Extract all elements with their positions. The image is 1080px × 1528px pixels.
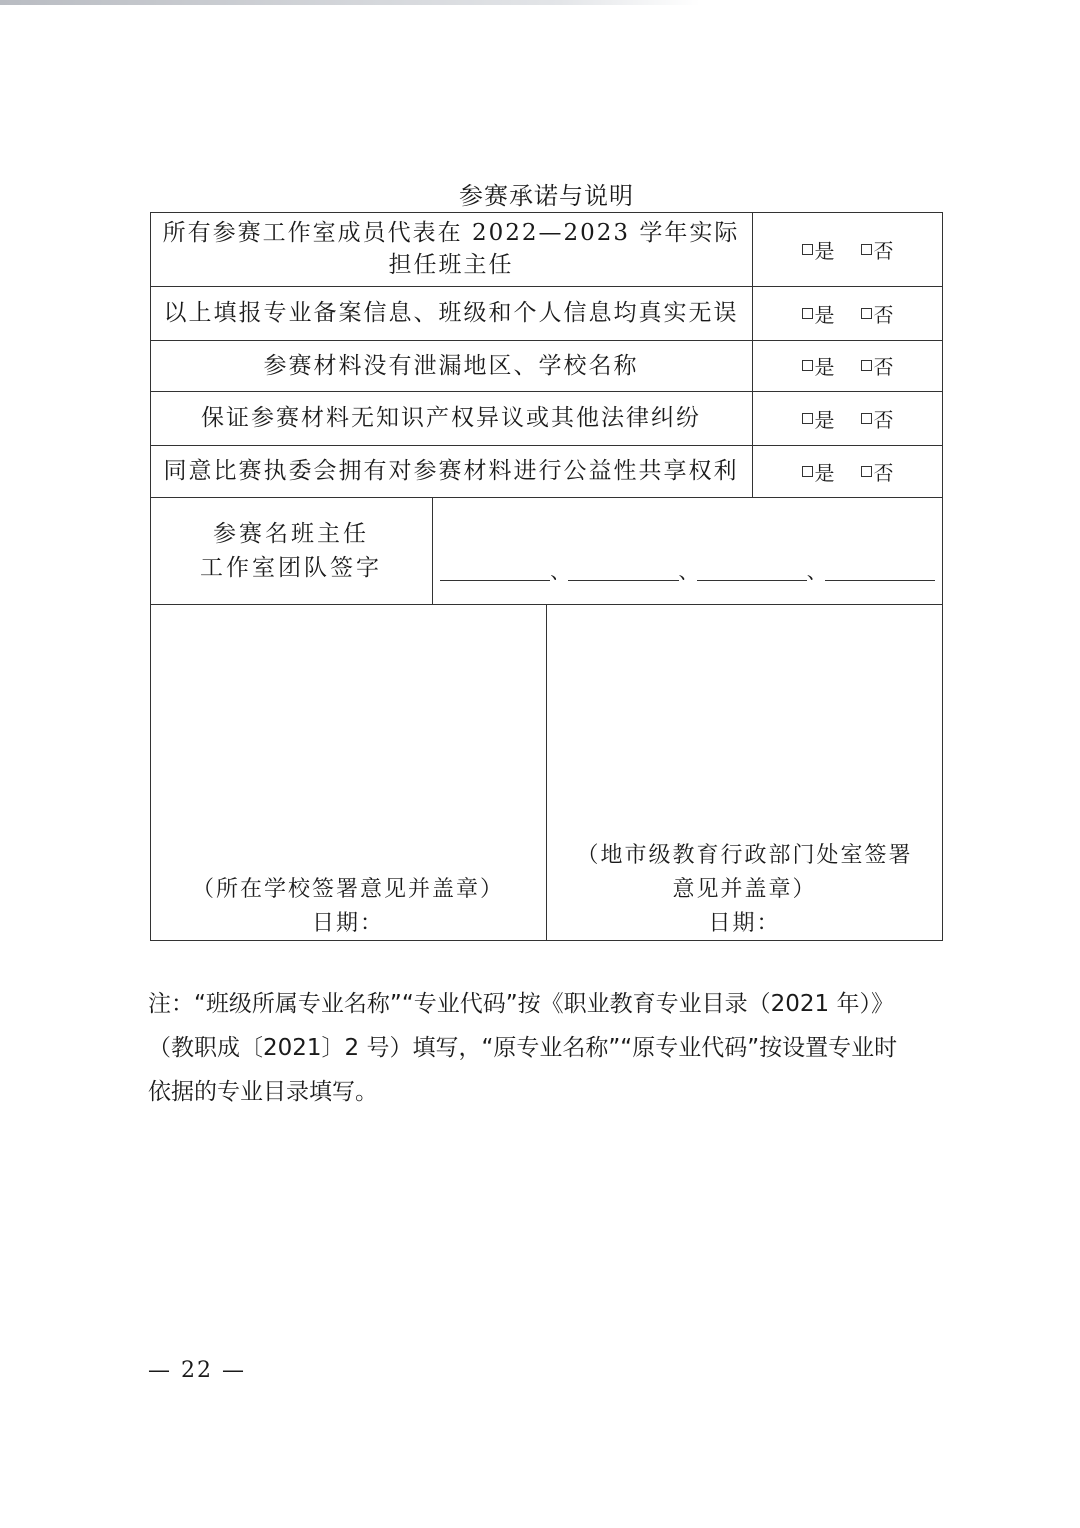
page-number: — 22 — bbox=[148, 1358, 246, 1383]
school-date-label: 日期： bbox=[311, 911, 384, 936]
statement-4: 保证参赛材料无知识产权异议或其他法律纠纷 bbox=[201, 405, 701, 431]
footnote-line2: （教职成〔2021〕2 号）填写，“原专业名称”“原专业代码”按设置专业时 bbox=[148, 1035, 898, 1061]
yes-checkbox[interactable]: 是 bbox=[802, 235, 835, 264]
checkbox-icon bbox=[861, 244, 872, 255]
yes-checkbox[interactable]: 是 bbox=[802, 404, 835, 433]
city-opinion-label-line1: （地市级教育行政部门处室签署 bbox=[576, 843, 913, 868]
yes-checkbox[interactable]: 是 bbox=[802, 457, 835, 486]
yes-checkbox[interactable]: 是 bbox=[802, 299, 835, 328]
no-checkbox[interactable]: 否 bbox=[861, 404, 894, 433]
statement-1-options bbox=[752, 212, 943, 286]
checkbox-icon bbox=[861, 466, 872, 477]
column-divider bbox=[432, 497, 433, 604]
yes-checkbox[interactable]: 是 bbox=[802, 351, 835, 380]
signature-separator: 、 bbox=[550, 559, 571, 583]
statement-3-options bbox=[752, 340, 943, 391]
signature-label-line1: 参赛名班主任 bbox=[213, 520, 369, 547]
checkbox-icon bbox=[802, 308, 813, 319]
no-checkbox[interactable]: 否 bbox=[861, 299, 894, 328]
city-date-label: 日期： bbox=[708, 911, 781, 936]
checkbox-icon bbox=[861, 360, 872, 371]
signature-field[interactable] bbox=[825, 558, 935, 581]
scan-edge bbox=[0, 0, 700, 5]
checkbox-icon bbox=[802, 244, 813, 255]
checkbox-icon bbox=[802, 466, 813, 477]
signature-field[interactable] bbox=[697, 558, 807, 581]
checkbox-icon bbox=[802, 360, 813, 371]
statement-5: 同意比赛执委会拥有对参赛材料进行公益性共享权利 bbox=[163, 458, 739, 484]
signature-label bbox=[150, 497, 432, 604]
statement-1 bbox=[150, 212, 752, 286]
checkbox-icon bbox=[802, 413, 813, 424]
signature-field[interactable] bbox=[568, 558, 678, 581]
city-opinion-label-line2: 意见并盖章） bbox=[672, 877, 817, 902]
signature-field[interactable] bbox=[440, 558, 550, 581]
statement-1-line2: 担任班主任 bbox=[388, 252, 514, 278]
footnote-line1: 注：“班级所属专业名称”“专业代码”按《职业教育专业目录（2021 年）》 bbox=[148, 991, 895, 1017]
statement-1-line1: 所有参赛工作室成员代表在 2022—2023 学年实际 bbox=[162, 220, 740, 246]
statement-2-options bbox=[752, 286, 943, 340]
no-checkbox[interactable]: 否 bbox=[861, 235, 894, 264]
statement-4-options bbox=[752, 391, 943, 445]
statement-2: 以上填报专业备案信息、班级和个人信息均真实无误 bbox=[163, 300, 739, 326]
checkbox-icon bbox=[861, 308, 872, 319]
no-checkbox[interactable]: 否 bbox=[861, 351, 894, 380]
statement-5-options bbox=[752, 445, 943, 497]
school-opinion-label: （所在学校签署意见并盖章） bbox=[191, 877, 504, 902]
footnote-line3: 依据的专业目录填写。 bbox=[148, 1079, 378, 1105]
checkbox-icon bbox=[861, 413, 872, 424]
signature-separator: 、 bbox=[678, 559, 699, 583]
no-checkbox[interactable]: 否 bbox=[861, 457, 894, 486]
signature-lines bbox=[440, 555, 935, 581]
footnote bbox=[148, 982, 948, 1114]
signature-separator: 、 bbox=[806, 559, 827, 583]
page-title: 参赛承诺与说明 bbox=[459, 182, 634, 210]
signature-label-line2: 工作室团队签字 bbox=[200, 554, 382, 581]
statement-3: 参赛材料没有泄漏地区、学校名称 bbox=[263, 352, 639, 379]
